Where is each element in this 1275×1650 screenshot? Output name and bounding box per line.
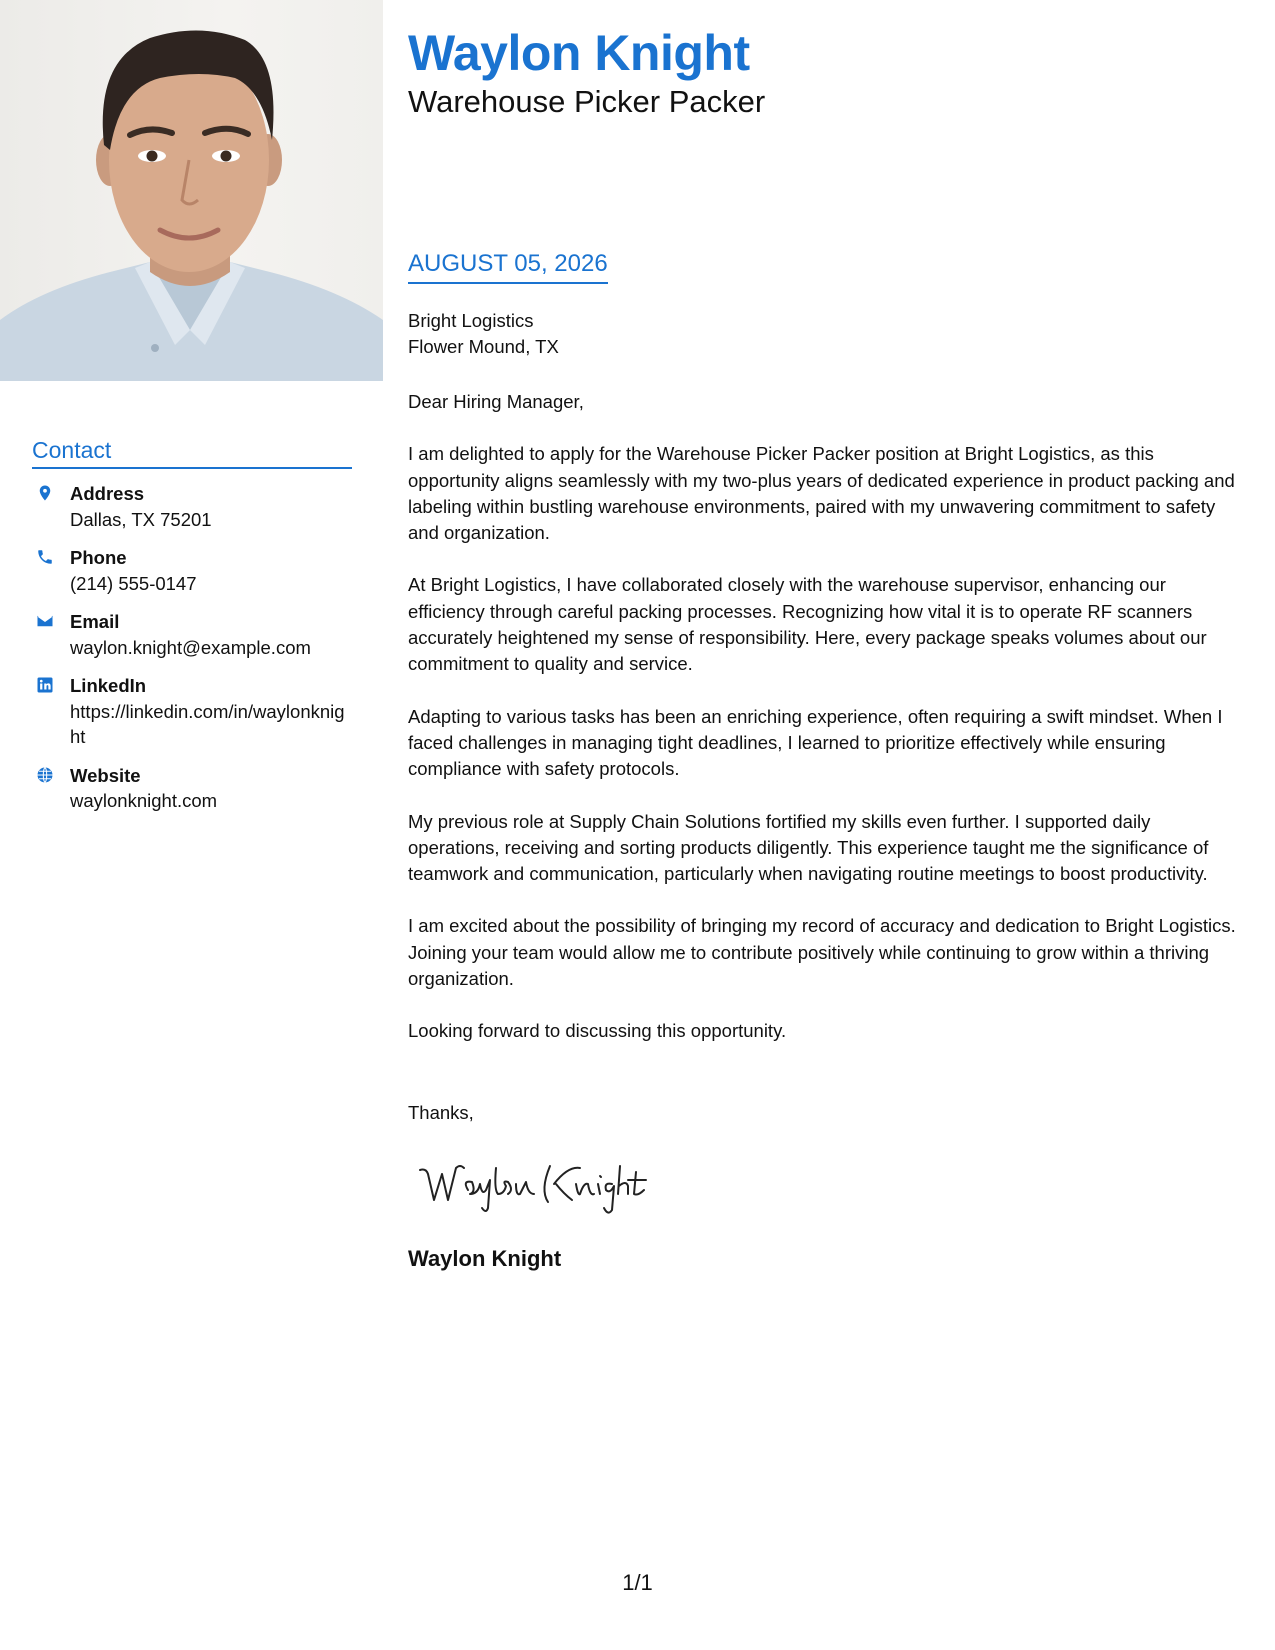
contact-linkedin: [32, 673, 352, 750]
contact-section: [32, 437, 352, 827]
paragraph-4: My previous role at Supply Chain Solutions fortified my skills even further. I supported daily operations, receiving and sorting products diligently. This experience taught me the significance of teamwork and communication, particularly when navigating routine meetings to boost productivity.: [408, 810, 1209, 885]
phone-value[interactable]: (214) 555-0147: [70, 572, 197, 594]
website-label: Website: [70, 764, 141, 786]
paragraph-5: I am excited about the possibility of bringing my record of accuracy and dedication to Bright Logistics. Joining your team would allow me to contribute positively while continuing to grow within a thriving organization.: [408, 915, 1236, 990]
paragraph-3: Adapting to various tasks has been an enriching experience, often requiring a swift mindset. When I faced challenges in managing tight deadlines, I learned to prioritize effectively while ensuring compliance with safety protocols.: [408, 705, 1223, 780]
paragraph-2: At Bright Logistics, I have collaborated closely with the warehouse supervisor, enhancing our efficiency through careful packing processes. Recognizing how vital it is to operate RF scanners accurately heightened my sense of responsibility. Here, every package speaks volumes about our commitment to quality and service.: [408, 574, 1207, 675]
address-value: Dallas, TX 75201: [70, 508, 212, 530]
contact-list: [32, 481, 352, 814]
recipient-location: Flower Mound, TX: [408, 336, 559, 357]
linkedin-label: LinkedIn: [70, 675, 147, 696]
email-label: Email: [70, 611, 120, 632]
phone-label: Phone: [70, 547, 127, 568]
contact-website: [32, 763, 352, 814]
recipient-block: [408, 308, 559, 360]
contact-address: [32, 481, 352, 532]
linkedin-value[interactable]: https://linkedin.com/in/waylonknight: [70, 700, 345, 747]
profile-photo: [0, 0, 383, 381]
letter-date: AUGUST 05, 2026: [408, 250, 608, 284]
page-number: 1/1: [622, 1570, 653, 1595]
salutation: Dear Hiring Manager,: [408, 391, 584, 412]
map-pin-icon: [32, 481, 70, 505]
linkedin-icon: [32, 673, 70, 697]
applicant-name: Waylon Knight: [408, 25, 750, 81]
address-label: Address: [70, 483, 145, 504]
contact-phone: [32, 545, 352, 596]
website-value[interactable]: waylonknight.com: [70, 790, 218, 811]
recipient-company: Bright Logistics: [408, 310, 534, 331]
closing: Thanks,: [408, 1102, 474, 1123]
email-icon: [32, 609, 70, 633]
header: [408, 22, 1243, 120]
globe-icon: [32, 763, 70, 787]
paragraph-6: Looking forward to discussing this opportunity.: [408, 1020, 787, 1042]
paragraph-1: I am delighted to apply for the Warehouse Picker Packer position at Bright Logistics, as this opportunity aligns seamlessly with my two-plus years of dedicated experience in product packing and labeling within bustling warehouse environments, paired with my unwavering commitment to safety and organization.: [408, 443, 1235, 544]
signature-image: [412, 1150, 672, 1220]
contact-heading: Contact: [32, 437, 352, 469]
contact-email: [32, 609, 352, 660]
phone-icon: [32, 545, 70, 569]
signer-name: Waylon Knight: [408, 1246, 562, 1271]
letter-body: [408, 389, 1243, 1071]
email-value[interactable]: waylon.knight@example.com: [70, 636, 311, 658]
job-title: Warehouse Picker Packer: [408, 84, 766, 119]
